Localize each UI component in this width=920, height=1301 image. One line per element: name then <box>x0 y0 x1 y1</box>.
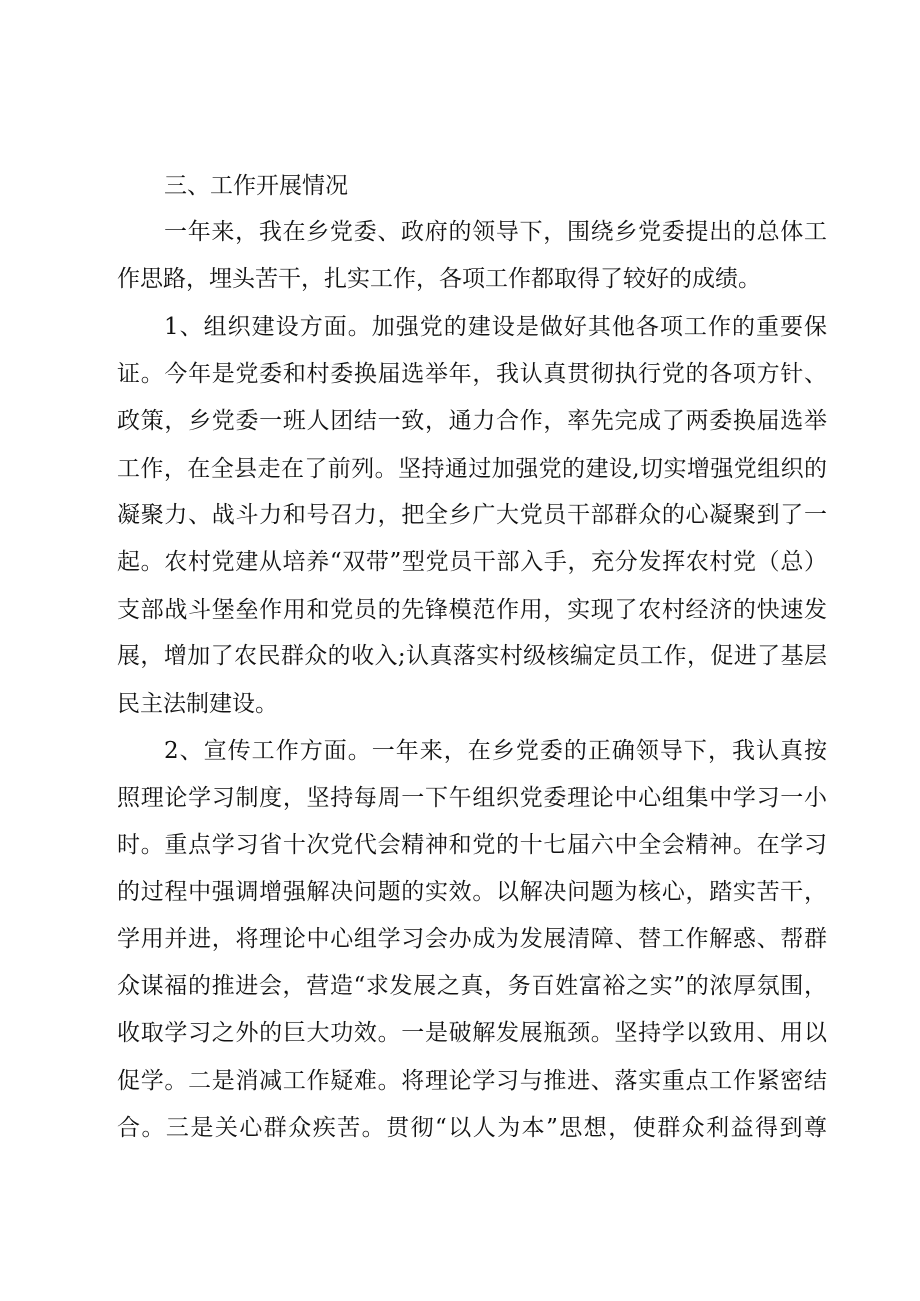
paragraph-2-line-5: 凝聚力、战斗力和号召力，把全乡广大党员干部群众的心凝聚到了一 <box>117 502 827 528</box>
paragraph-2-line-3: 政策，乡党委一班人团结一致，通力合作，率先完成了两委换届选举 <box>117 408 827 434</box>
paragraph-3-line-2: 照理论学习制度，坚持每周一下午组织党委理论中心组集中学习一小 <box>117 785 827 811</box>
paragraph-2-line-2: 证。今年是党委和村委换届选举年，我认真贯彻执行党的各项方针、 <box>117 361 827 387</box>
paragraph-1-line-1: 一年来，我在乡党委、政府的领导下，围绕乡党委提出的总体工 <box>164 219 827 245</box>
paragraph-3-line-6: 众谋福的推进会，营造“求发展之真，务百姓富裕之实”的浓厚氛围， <box>117 973 827 999</box>
paragraph-3-line-5: 学用并进，将理论中心组学习会办成为发展清障、替工作解惑、帮群 <box>117 926 827 952</box>
paragraph-3-line-8: 促学。二是消减工作疑难。将理论学习与推进、落实重点工作紧密结 <box>117 1068 827 1094</box>
paragraph-2-line-1: 1、组织建设方面。加强党的建设是做好其他各项工作的重要保 <box>164 314 827 340</box>
paragraph-2-line-4: 工作，在全县走在了前列。坚持通过加强党的建设,切实增强党组织的 <box>117 456 827 482</box>
paragraph-2-line-8: 展，增加了农民群众的收入;认真落实村级核编定员工作，促进了基层 <box>117 643 827 669</box>
section-heading: 三、工作开展情况 <box>164 173 348 199</box>
paragraph-2-line-7: 支部战斗堡垒作用和党员的先锋模范作用，实现了农村经济的快速发 <box>117 597 827 623</box>
paragraph-3-line-9: 合。三是关心群众疾苦。贯彻“以人为本”思想，使群众利益得到尊 <box>117 1115 827 1141</box>
paragraph-3-line-1: 2、宣传工作方面。一年来，在乡党委的正确领导下，我认真按 <box>164 738 827 764</box>
paragraph-2-line-6: 起。农村党建从培养“双带”型党员干部入手，充分发挥农村党（总） <box>117 549 827 575</box>
paragraph-1-line-2: 作思路，埋头苦干，扎实工作，各项工作都取得了较好的成绩。 <box>117 266 761 292</box>
paragraph-3-line-3: 时。重点学习省十次党代会精神和党的十七届六中全会精神。在学习 <box>117 832 827 858</box>
paragraph-3-line-7: 收取学习之外的巨大功效。一是破解发展瓶颈。坚持学以致用、用以 <box>117 1020 827 1046</box>
paragraph-2-line-9: 民主法制建设。 <box>117 691 278 717</box>
paragraph-3-line-4: 的过程中强调增强解决问题的实效。以解决问题为核心，踏实苦干， <box>117 879 827 905</box>
